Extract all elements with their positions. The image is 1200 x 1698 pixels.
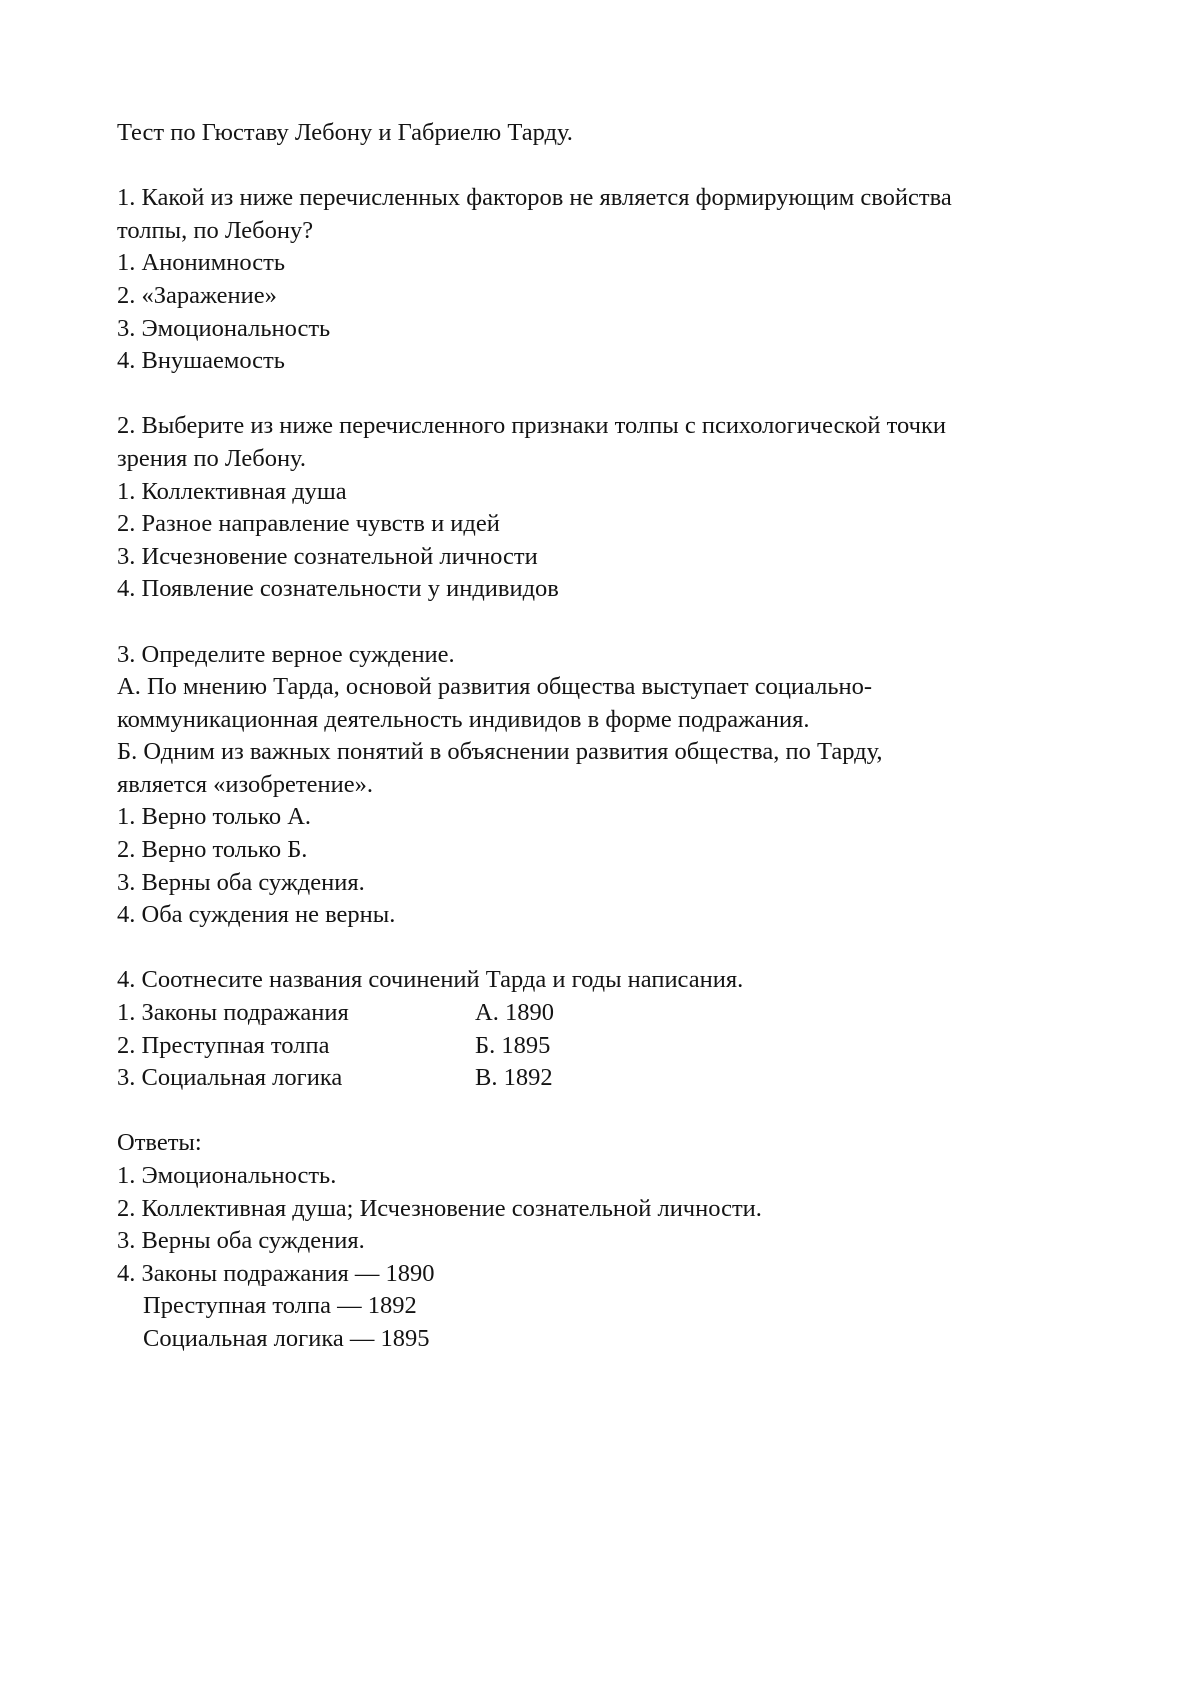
- question-1-option-4: 4. Внушаемость: [117, 347, 285, 375]
- statement-b-line1: Б. Одним из важных понятий в объяснении развития общества, по Тарду,: [117, 738, 883, 766]
- answer-4-line3: Социальная логика — 1895: [143, 1324, 430, 1352]
- matching-row: [117, 1030, 1107, 1063]
- matching-year: Б. 1895: [475, 1031, 551, 1059]
- answer-2: 2. Коллективная душа; Исчезновение сознательной личности.: [117, 1194, 762, 1222]
- matching-work: 3. Социальная логика: [117, 1064, 343, 1092]
- answer-4-line2: Преступная толпа — 1892: [143, 1292, 417, 1320]
- question-3-option-1: 1. Верно только А.: [117, 803, 312, 831]
- document-title: Тест по Гюставу Лебону и Габриелю Тарду.: [117, 119, 573, 146]
- question-2-option-3: 3. Исчезновение сознательной личности: [117, 542, 538, 570]
- matching-year: А. 1890: [475, 999, 554, 1027]
- matching-row: [117, 1062, 1107, 1095]
- question-4: [117, 964, 1107, 1094]
- answer-3: 3. Верны оба суждения.: [117, 1227, 365, 1255]
- spacer: [117, 150, 1107, 183]
- answers-section: [117, 1127, 1107, 1355]
- matching-work: 2. Преступная толпа: [117, 1031, 330, 1059]
- answers-heading: Ответы:: [117, 1129, 202, 1157]
- question-2-option-1: 1. Коллективная душа: [117, 477, 347, 505]
- question-2-option-2: 2. Разное направление чувств и идей: [117, 510, 500, 538]
- question-2-text-line2: зрения по Лебону.: [117, 444, 306, 472]
- question-3-option-2: 2. Верно только Б.: [117, 836, 308, 864]
- answer-1: 1. Эмоциональность.: [117, 1162, 337, 1189]
- statement-a-line2: коммуникационная деятельность индивидов в форме подражания.: [117, 705, 810, 733]
- answer-4-line1: 4. Законы подражания — 1890: [117, 1259, 435, 1287]
- matching-row: [117, 997, 1107, 1030]
- matching-work: 1. Законы подражания: [117, 999, 349, 1027]
- document-page: [117, 117, 1107, 1356]
- question-2-option-4: 4. Появление сознательности у индивидов: [117, 575, 559, 603]
- question-4-text: 4. Соотнесите названия сочинений Тарда и годы написания.: [117, 966, 744, 994]
- matching-year: В. 1892: [475, 1064, 553, 1092]
- question-1: [117, 182, 1107, 378]
- question-2-text-line1: 2. Выберите из ниже перечисленного признаки толпы с психологической точки: [117, 412, 946, 440]
- question-3-option-4: 4. Оба суждения не верны.: [117, 901, 396, 929]
- spacer: [117, 932, 1107, 965]
- question-3-text: 3. Определите верное суждение.: [117, 640, 455, 668]
- question-1-text-line2: толпы, по Лебону?: [117, 216, 314, 244]
- question-1-option-2: 2. «Заражение»: [117, 281, 277, 309]
- spacer: [117, 1095, 1107, 1128]
- statement-b-line2: является «изобретение».: [117, 770, 373, 798]
- spacer: [117, 606, 1107, 639]
- question-3-option-3: 3. Верны оба суждения.: [117, 868, 365, 896]
- spacer: [117, 378, 1107, 411]
- question-1-option-3: 3. Эмоциональность: [117, 314, 331, 342]
- question-2: [117, 410, 1107, 606]
- question-1-option-1: 1. Анонимность: [117, 249, 286, 277]
- statement-a-line1: А. По мнению Тарда, основой развития общества выступает социально-: [117, 673, 873, 701]
- question-3: [117, 639, 1107, 932]
- question-1-text-line1: 1. Какой из ниже перечисленных факторов не является формирующим свойства: [117, 184, 952, 212]
